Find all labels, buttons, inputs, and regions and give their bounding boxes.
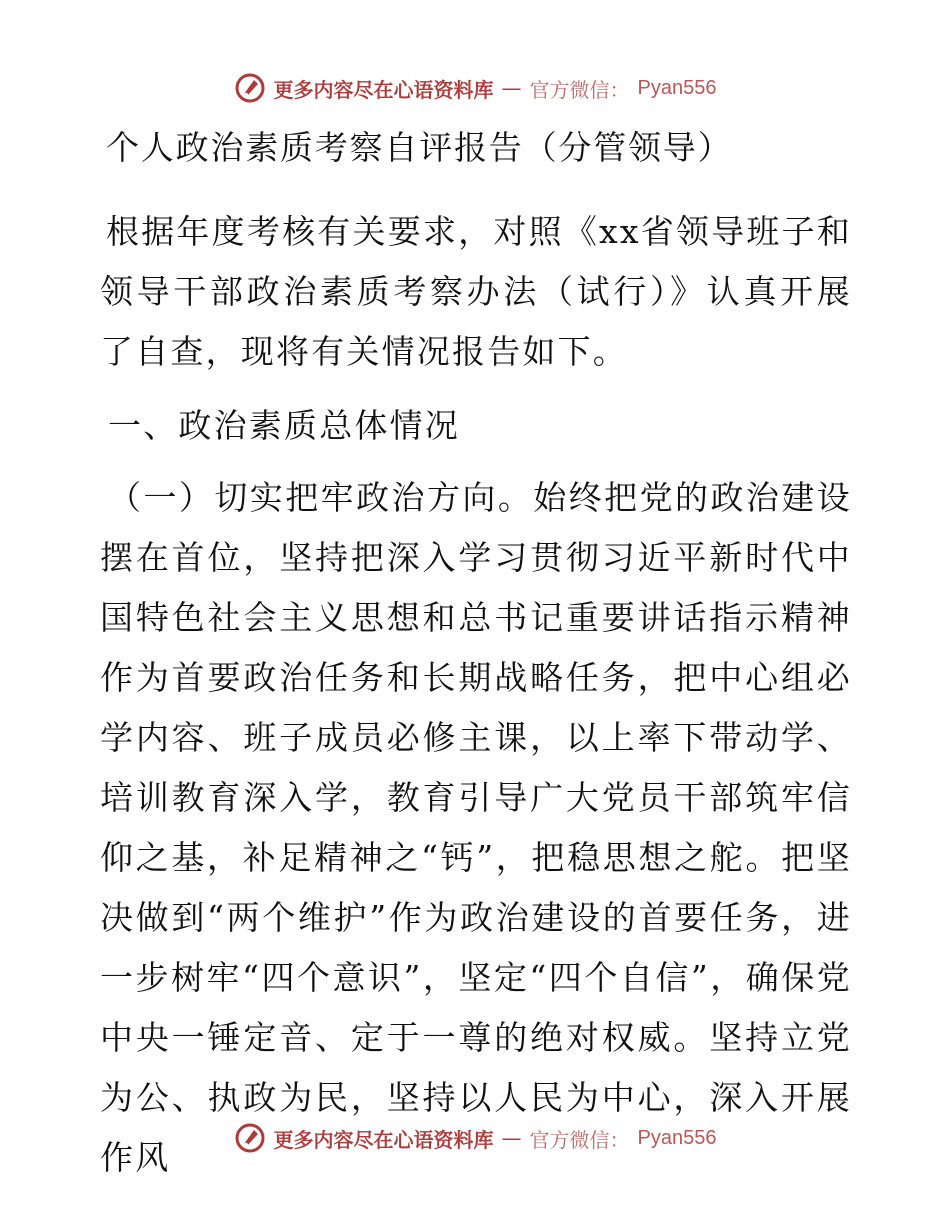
watermark-wechat-id: Pyan556	[637, 76, 717, 99]
pen-nib-logo-icon	[234, 72, 266, 104]
watermark-main-text: 更多内容尽在心语资料库	[273, 77, 494, 102]
watermark-dash: —	[501, 76, 522, 100]
watermark-footer	[0, 1122, 950, 1154]
document-title: 个人政治素质考察自评报告（分管领导）	[106, 128, 733, 167]
pen-nib-logo-icon	[234, 1122, 266, 1154]
watermark-dash: —	[501, 1126, 522, 1150]
watermark-wechat-id: Pyan556	[637, 1126, 717, 1149]
body-paragraph-1: （一）切实把牢政治方向。始终把党的政治建设摆在首位，坚持把深入学习贯彻习近平新时代中国特色社会主义思想和总书记重要讲话指示精神作为首要政治任务和长期战略任务，把中心组必学内容、班子成员必修主课，以上率下带动学、培训教育深入学，教育引导广大党员干部筑牢信仰之基，补足精神之“钙”，把稳思想之舵。把坚决做到“两个维护”作为政治建设的首要任务，进一步树牢“四个意识”，坚定“四个自信”，确保党中央一锤定音、定于一尊的绝对权威。坚持立党为公、执政为民，坚持以人民为中心，深入开展作风	[100, 478, 852, 1177]
watermark-header	[0, 72, 950, 104]
watermark-sub-text: 官方微信：	[529, 1127, 630, 1152]
intro-paragraph: 根据年度考核有关要求，对照《xx省领导班子和领导干部政治素质考察办法（试行）》认真开展了自查，现将有关情况报告如下。	[100, 212, 852, 371]
watermark-main-text: 更多内容尽在心语资料库	[273, 1127, 494, 1152]
section-heading: 一、政治素质总体情况	[108, 406, 460, 445]
watermark-sub-text: 官方微信：	[529, 77, 630, 102]
document-body	[100, 120, 852, 1188]
